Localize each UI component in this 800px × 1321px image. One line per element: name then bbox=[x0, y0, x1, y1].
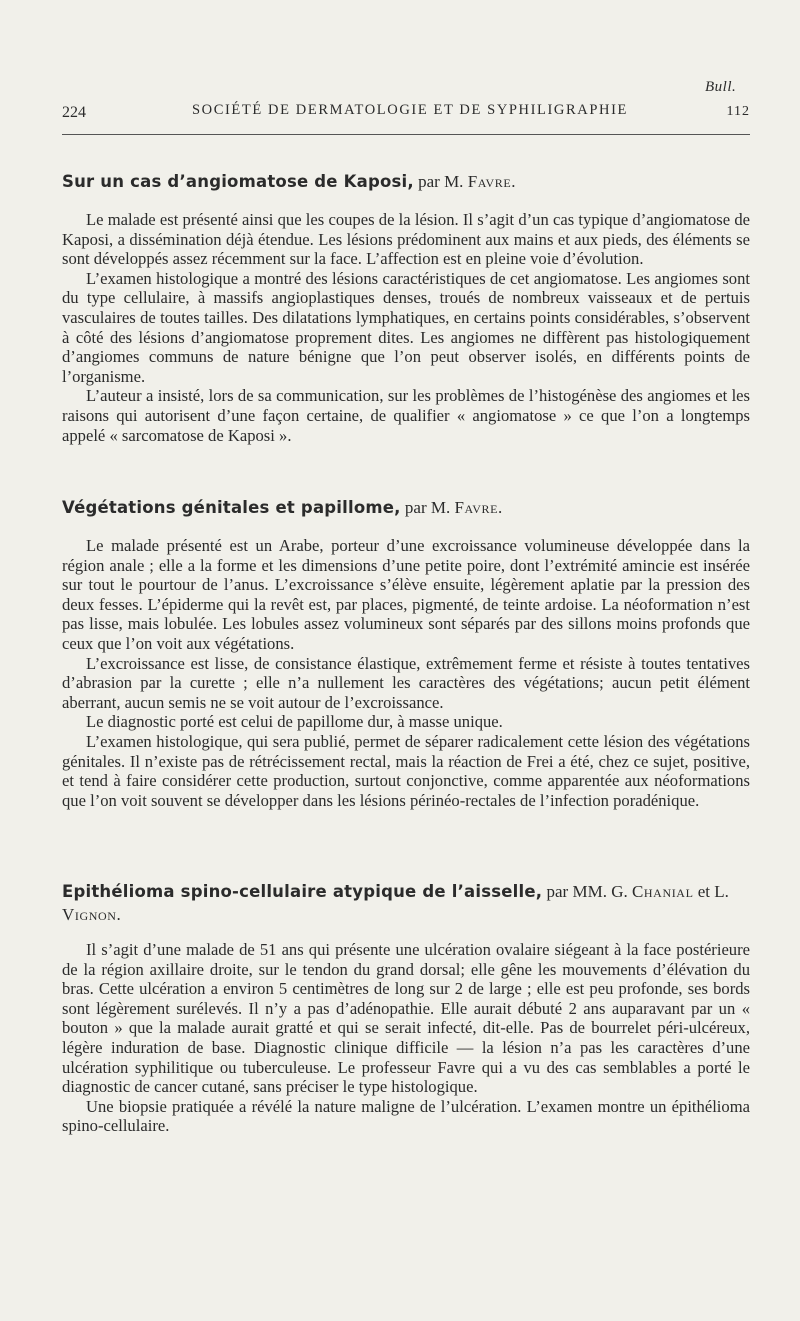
article-heading: Sur un cas d’angiomatose de Kaposi, bbox=[62, 172, 414, 191]
paragraph: Le diagnostic porté est celui de papillome dur, à masse unique. bbox=[86, 712, 503, 732]
header-rule bbox=[62, 134, 750, 135]
paragraph: Le malade est présenté ainsi que les coupes de la lésion. Il s’agit d’un cas typique d’angiomatose de Kaposi, a dissémination déjà étendue. Les lésions prédominent aux mains et aux pieds, des éléments se sont développés assez récemment sur la face. L’affection est en pleine voie d’évolution. bbox=[62, 210, 750, 269]
page-number: 224 bbox=[62, 104, 86, 121]
author-prefix: par M. bbox=[400, 498, 455, 517]
author-name-2: Vignon. bbox=[62, 905, 122, 924]
article-kaposi bbox=[62, 170, 750, 445]
article-heading: Epithélioma spino-cellulaire atypique de l’aisselle, bbox=[62, 882, 543, 901]
author-prefix: par MM. G. bbox=[542, 882, 632, 901]
article-title bbox=[62, 496, 750, 519]
paragraph: L’examen histologique a montré des lésions caractéristiques de cet angiomatose. Les angiomes sont du type cellulaire, à massifs angioplastiques denses, troués de nombreux vaisseaux et de pertuis vasculaires de toutes tailles. Des dilatations lymphatiques, en certains points considérables, s’observent à côté des lésions d’angiomatose proprement dites. Les angiomes ne diffèrent pas histologiquement d’angiomes communs de nature bénigne que l’on peut observer isolés, en différents points de l’organisme. bbox=[62, 268, 750, 386]
bulletin-reference: Bull. bbox=[705, 79, 737, 95]
author-name: Chanial bbox=[631, 882, 694, 901]
author-name: Favre. bbox=[467, 172, 517, 191]
paragraph: Le malade présenté est un Arabe, porteur d’une excroissance volumineuse développée dans la région anale ; elle a la forme et les dimensions d’une petite poire, dont l’extrémité amincie est insérée sur tout le pourtour de l’anus. L’excroissance s’élève ensuite, légèrement aplatie par la pression des deux fesses. L’épiderme qui la revêt est, par places, pigmenté, de teinte ardoise. La néoformation n’est pas lisse, mais lobulée. Les lobules assez volumineux sont séparés par des sillons moins profonds que ceux que l’on voit aux végétations. bbox=[62, 536, 750, 653]
article-title bbox=[62, 170, 750, 193]
article-epithelioma bbox=[62, 880, 750, 1136]
paragraph: L’examen histologique, qui sera publié, permet de séparer radicalement cette lésion des végétations génitales. Il n’existe pas de rétrécissement rectal, mais la réaction de Frei a été, chez ce sujet, positive, et tend à faire considérer cette production, surtout conjonctive, comme apparentée aux néoformations que l’on voit souvent se développer dans les lésions périnéo-rectales de l’infection poradénique. bbox=[62, 731, 750, 810]
paragraph: Il s’agit d’une malade de 51 ans qui présente une ulcération ovalaire siégeant à la face postérieure de la région axillaire droite, sur le tendon du grand dorsal; elle gêne les mouvements d’élévation du bras. Cette ulcération a environ 5 centimètres de long sur 2 de large ; elle est peu profonde, ses bords sont légèrement surélevés. Il n’y a pas d’adénopathie. Elle aurait débuté 2 ans auparavant par un « bouton » que la malade aurait gratté et qui se serait infecté, dit-elle. Pas de bourrelet péri-ulcéreux, légère induration de base. Diagnostic clinique difficile — la lésion n’a pas les caractères d’une ulcération syphilitique ou tuberculeuse. Le professeur Favre qui a vu des cas semblables a porté le diagnostic de cancer cutané, sans préciser le type histologique. bbox=[62, 940, 750, 1097]
volume-number: 112 bbox=[726, 104, 750, 119]
author-join: et L. bbox=[693, 882, 729, 901]
article-title bbox=[62, 880, 750, 926]
paragraph: L’auteur a insisté, lors de sa communication, sur les problèmes de l’histogénèse des angiomes et les raisons qui autorisent d’une façon certaine, de qualifier « angiomatose » ce que l’on a longtemps appelé « sarcomatose de Kaposi ». bbox=[62, 386, 750, 445]
article-vegetations bbox=[62, 496, 750, 810]
running-header bbox=[62, 100, 750, 124]
paragraph: Une biopsie pratiquée a révélé la nature maligne de l’ulcération. L’examen montre un épithélioma spino-cellulaire. bbox=[62, 1096, 750, 1136]
author-prefix: par M. bbox=[413, 172, 468, 191]
article-heading: Végétations génitales et papillome, bbox=[62, 498, 401, 517]
author-name: Favre. bbox=[454, 498, 503, 517]
running-title: SOCIÉTÉ DE DERMATOLOGIE ET DE SYPHILIGRAPHIE bbox=[192, 102, 628, 118]
paragraph: L’excroissance est lisse, de consistance élastique, extrêmement ferme et résiste à toutes tentatives d’abrasion par la curette ; elle n’a nullement les caractères des végétations; aucun petit élément aberrant, aucun semis ne se voit autour de l’excroissance. bbox=[62, 653, 750, 712]
